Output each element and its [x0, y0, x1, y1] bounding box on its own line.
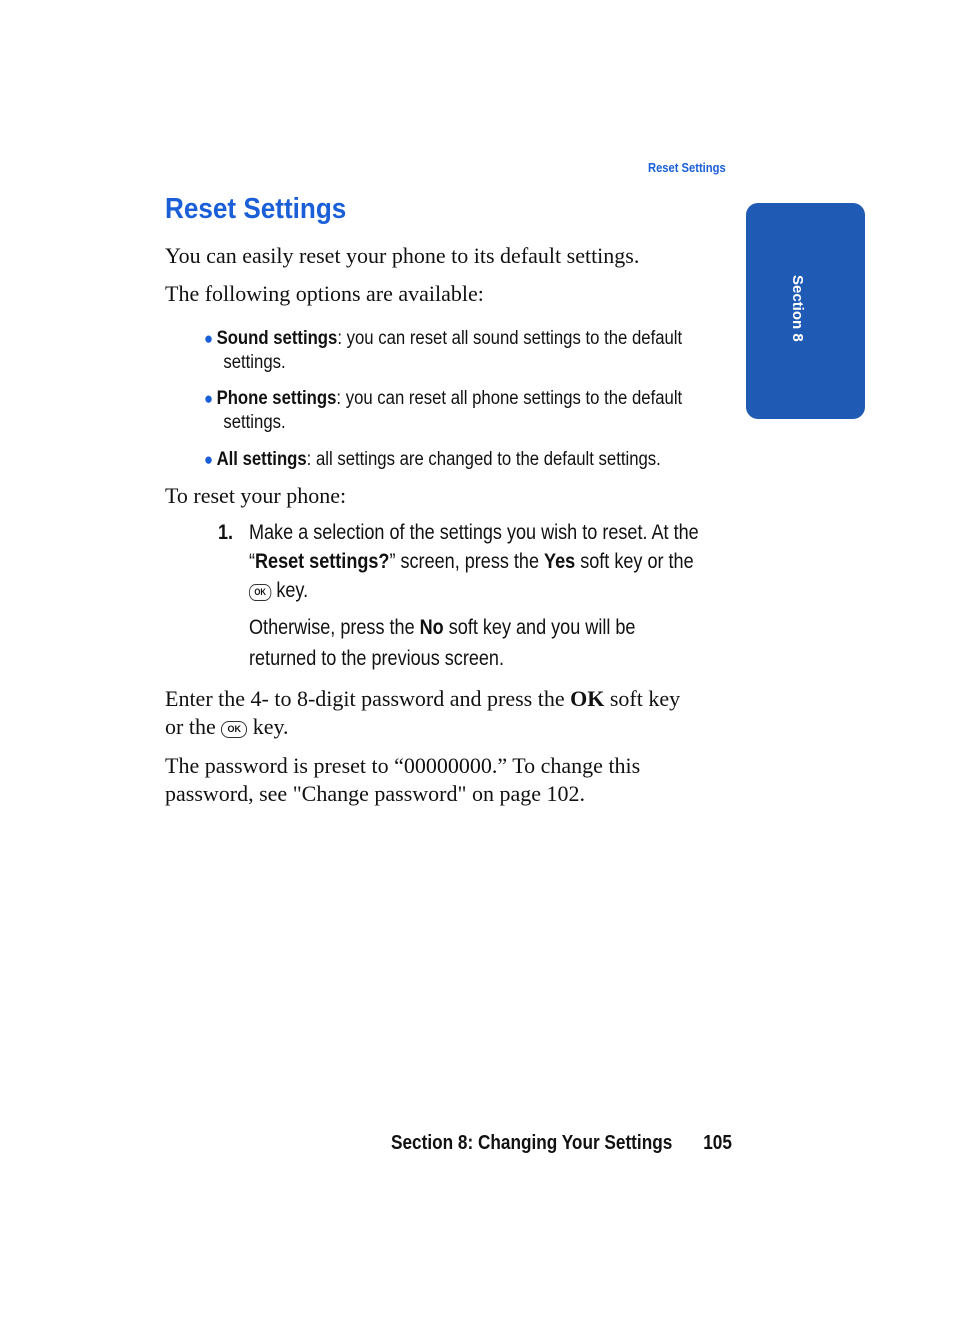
step-line-1: Make a selection of the settings you wish to reset. At the [248, 521, 699, 544]
bullet-dot-icon: ● [204, 450, 214, 469]
bullet-text-cont: settings. [223, 352, 286, 373]
step-text: returned to the previous screen. [249, 647, 505, 670]
bullet-text: : you can reset all phone settings to the default [336, 388, 683, 409]
to-reset-label: To reset your phone: [165, 483, 347, 508]
page-footer [391, 1132, 732, 1155]
page-title: Reset Settings [165, 193, 347, 225]
password-paragraph-2 [165, 752, 640, 808]
step-number: 1. [218, 521, 234, 544]
yes-key-name: Yes [544, 550, 576, 573]
step-1-otherwise [249, 612, 635, 674]
step-text: soft key and you will be [443, 616, 636, 639]
password-text: password, see "Change password" on page 102. [165, 781, 585, 806]
screen-name: Reset settings? [254, 550, 390, 573]
ok-key-icon: OK [221, 721, 247, 738]
password-text: The password is preset to “00000000.” To change this [165, 753, 641, 778]
bullet-sound-settings [204, 327, 682, 375]
step-1 [218, 518, 699, 605]
bullet-text: : you can reset all sound settings to the default [337, 328, 683, 349]
password-text: Enter the 4- to 8-digit password and press the [165, 686, 571, 711]
quote-open: “ [248, 550, 255, 573]
bullet-all-settings [204, 448, 661, 472]
bullet-phone-settings [204, 387, 682, 435]
bullet-term: Sound settings [216, 328, 338, 349]
bullet-text-cont: settings. [223, 412, 286, 433]
password-paragraph-1 [165, 685, 680, 741]
step-text: ” screen, press the [389, 550, 545, 573]
password-text: or the [165, 714, 222, 739]
password-text: soft key [604, 686, 681, 711]
ok-key-name: OK [570, 686, 605, 711]
bullet-term: Phone settings [216, 388, 337, 409]
bullet-term: All settings [216, 449, 307, 470]
footer-section: Section 8: Changing Your Settings [391, 1132, 673, 1154]
page-number: 105 [703, 1132, 732, 1154]
step-body [249, 518, 699, 605]
intro-line-1: You can easily reset your phone to its default settings. [165, 243, 640, 268]
no-key-name: No [419, 616, 444, 639]
intro-line-2: The following options are available: [165, 281, 484, 306]
ok-key-icon: OK [249, 584, 271, 601]
password-text: key. [247, 714, 289, 739]
bullet-text: : all settings are changed to the default settings. [306, 449, 661, 470]
step-text: Otherwise, press the [249, 616, 420, 639]
step-text: key. [271, 579, 309, 602]
bullet-dot-icon: ● [204, 389, 214, 408]
section-tab [746, 203, 865, 419]
bullet-dot-icon: ● [204, 329, 214, 348]
section-tab-label: Section 8 [789, 275, 806, 342]
running-head: Reset Settings [648, 160, 726, 175]
step-text: soft key or the [575, 550, 694, 573]
